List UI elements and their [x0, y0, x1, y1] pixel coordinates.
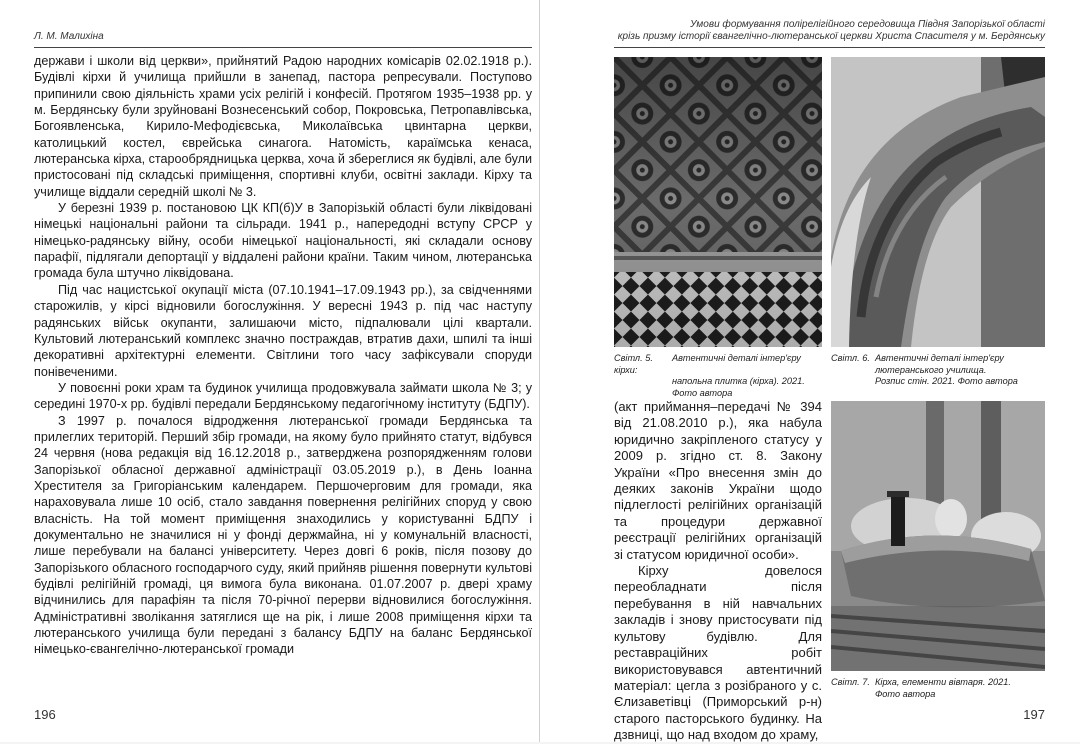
running-head-line: Умови формування полірелігійного середовища Півдня Запорізької області: [690, 19, 1045, 30]
floor-tiles-image: [614, 57, 822, 347]
paragraph: держави і школи від церкви», прийнятий Радою народних комісарів 02.02.1918 р.). Будівлі кірхи й училища прийшли в занепад, пастора репресували. Поступово припинили свою діяльність храми усіх релігій і конфесій. Протягом 1935–1938 рр. у м. Бердянську були зруйновані Вознесенський собор, Покровська, Петропавлівська, Богоявленська, Кирило-Мефодієвська, Миколаївська цвинтарна церкви, католицький костел, єврейська синагога. Натомість, караїмська кенаса, лютеранська кірха, старообрядницька церква, хоча й збереглися як будівлі, але були пристосовані під складські приміщення, спортивні клуби, освітні заклади. Кірху та училище віддали середній школі № 3.: [34, 54, 533, 199]
caption-line: Автентичні деталі інтер'єру кірхи:: [614, 353, 801, 375]
running-head-author: Л. М. Малихіна: [34, 31, 104, 42]
paragraph: У березні 1939 р. постановою ЦК КП(б)У в Запорізькій області були ліквідовані німецькі національні райони та сільради. 1941 р., напередодні вступу СРСР у німецько-радянську війну, особи німецької національності, які складали основу парафії, підлягали депортації у віддалені райони країни. Таким чином, лютеранська громада була штучно ліквідована.: [34, 201, 532, 281]
caption-line: Фото автора: [875, 688, 936, 699]
paragraph: Кірху довелося переобладнати після перебування в ній навчальних закладів і знову пристосувати під культову будівлю. Для реставраційних робіт використовувався автентичний матеріал: цегла з розібраного у с. Єлизаветівці (Приморський р-н) старого пасторського будинку. На дзвниці, що над входом до храму,: [614, 563, 822, 743]
running-head-title: [618, 19, 1045, 43]
caption-label: Світл. 7.: [831, 677, 870, 687]
page-number: 196: [34, 707, 56, 722]
caption-line: Фото автора: [672, 387, 733, 398]
caption-line: напольна плитка (кірха). 2021.: [672, 376, 805, 386]
left-page: [0, 0, 540, 742]
caption-label: Світл. 5.: [614, 353, 653, 363]
caption-label: Світл. 6.: [831, 353, 870, 363]
caption-line: Розпис стін. 2021. Фото автора: [875, 376, 1018, 386]
caption-photo-5: [614, 353, 826, 399]
caption-line: Кірха, елементи вівтаря. 2021.: [875, 677, 1011, 687]
paragraph: У повоєнні роки храм та будинок училища продовжувала займати школа № 3; у середині 1970-х рр. будівлі передали Бердянському педагогічному інституту (БДПУ).: [34, 380, 532, 412]
right-body-text: [614, 399, 822, 744]
running-head-line: крізь призму історії євангелічно-лютеранської церкви Христа Спасителя у м. Бердянську: [617, 31, 1045, 42]
header-rule: [614, 47, 1045, 48]
header-rule: [34, 47, 532, 48]
wall-painting-image: [831, 57, 1045, 347]
paragraph: (акт приймання–передачі № 394 від 21.08.2010 р.), яка набула юридично закріпленого статусу у 2009 р. згідно ст. 8. Закону України «Про внесення змін до деяких законів України щодо підлеглості релігійних організацій та процедури державної реєстрації релігійних організацій зі статусом юридичної особи».: [614, 399, 822, 562]
caption-photo-6: [831, 353, 1045, 388]
right-page: [540, 0, 1080, 742]
caption-line: лютеранського училища.: [875, 364, 987, 375]
photo-wall-painting: [831, 57, 1045, 347]
page-number: 197: [1023, 707, 1045, 722]
left-body-text: [34, 53, 532, 658]
caption-line: Автентичні деталі інтер'єру: [875, 353, 1004, 363]
caption-photo-7: [831, 677, 1045, 700]
paragraph: З 1997 р. почалося відродження лютеранської громади Бердянська та прилеглих територій. Перший збір громади, на якому було прийнято статут, відбувся 24 червня (нова редакція від 16.12.2018 р., затверджена розпорядженням голови Запорізької обласної державної адміністрації 03.05.2019 р.), в День Іоанна Хрестителя за Григоріанським календарем. Першочерговим для громади, яка нараховувала лише 10 осіб, стало завдання повернення релігійних споруд у свою власність. На той момент приміщення знаходились у користуванні БДПУ і документально не значилися ні у фонді держмайна, ні у комунальній власності, лише перебували на балансі університету. Через довгі 6 років, після позову до Запорізького обласного господарчого суду, який прийняв рішення повернути культові будівлі релігійній громаді, ця вимога була виконана. 01.07.2007 р. двері храму відчинились для парафіян та після 70-річної перерви відновилися богослужіння. Адміністративні зволікання затяглися ще на рік, і лише 2008 приміщення кірхи та лютеранського училища були передані з балансу БДПУ на баланс Бердянської німецько-євангелічно-лютеранської громади: [34, 413, 532, 657]
paragraph: Під час нацистської окупації міста (07.10.1941–17.09.1943 рр.), за свідченнями старожилів, у кірсі відновили богослужіння. У вересні 1943 р. під час наступу радянських військ окупанти, залишаючи місто, підпалювали цілі квартали. Культовий лютеранський комплекс значно постраждав, втратив дахи, шпилі та інші декоративні архітектурні елементи. Світлини того часу зафіксували споруди понівеченими.: [34, 282, 532, 379]
photo-floor-tiles: [614, 57, 822, 347]
altar-elements-image: [831, 401, 1045, 671]
photo-altar-elements: [831, 401, 1045, 671]
